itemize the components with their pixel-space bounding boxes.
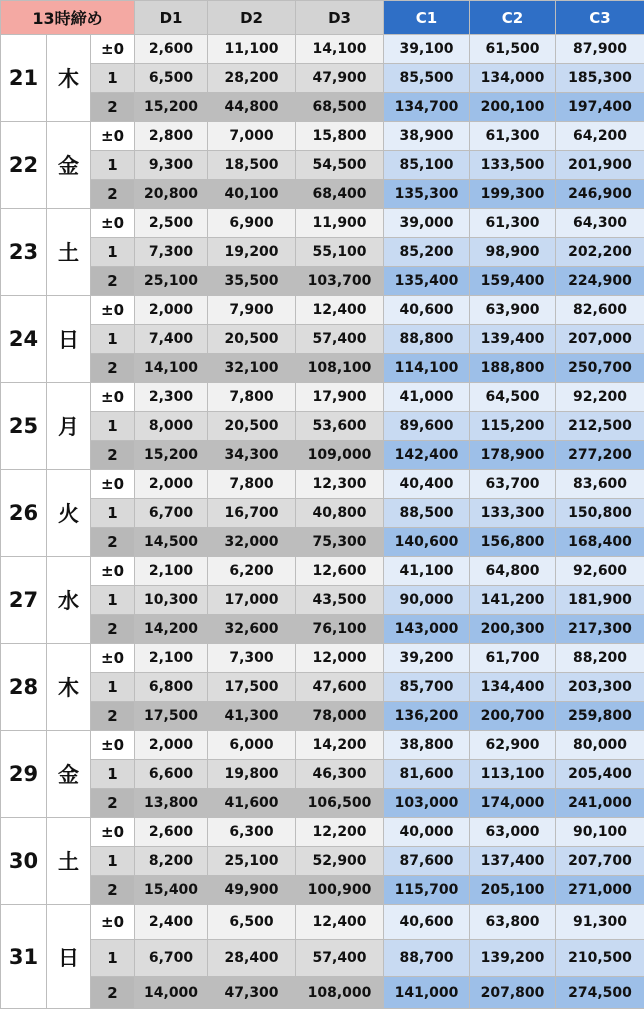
value-cell-d1: 2,300	[135, 383, 208, 412]
value-cell-c2: 156,800	[470, 528, 556, 557]
value-cell-c1: 38,900	[384, 122, 470, 151]
value-cell-c2: 207,800	[470, 977, 556, 1009]
offset-label: 1	[91, 847, 135, 876]
value-cell-c2: 61,500	[470, 35, 556, 64]
value-cell-d1: 7,300	[135, 238, 208, 267]
value-cell-c3: 271,000	[556, 876, 644, 905]
value-cell-d2: 17,000	[208, 586, 296, 615]
day-number: 29	[1, 731, 47, 818]
value-cell-c1: 41,100	[384, 557, 470, 586]
value-cell-d3: 52,900	[296, 847, 384, 876]
value-cell-c2: 63,800	[470, 905, 556, 940]
value-cell-c1: 85,200	[384, 238, 470, 267]
value-cell-c3: 92,600	[556, 557, 644, 586]
value-cell-c3: 202,200	[556, 238, 644, 267]
offset-label: 1	[91, 760, 135, 789]
value-cell-d2: 32,000	[208, 528, 296, 557]
value-cell-d2: 34,300	[208, 441, 296, 470]
value-cell-d1: 6,700	[135, 940, 208, 977]
value-cell-c2: 62,900	[470, 731, 556, 760]
value-cell-c2: 141,200	[470, 586, 556, 615]
value-cell-c2: 64,800	[470, 557, 556, 586]
value-cell-c3: 181,900	[556, 586, 644, 615]
value-cell-c3: 246,900	[556, 180, 644, 209]
day-number: 27	[1, 557, 47, 644]
value-cell-d2: 6,300	[208, 818, 296, 847]
value-cell-c2: 200,100	[470, 93, 556, 122]
table-row	[1, 93, 644, 122]
value-cell-d3: 43,500	[296, 586, 384, 615]
value-cell-d3: 78,000	[296, 702, 384, 731]
offset-label: ±0	[91, 731, 135, 760]
value-cell-c1: 85,100	[384, 151, 470, 180]
offset-label: 2	[91, 93, 135, 122]
value-cell-c3: 92,200	[556, 383, 644, 412]
value-cell-c2: 139,400	[470, 325, 556, 354]
value-cell-c3: 210,500	[556, 940, 644, 977]
value-cell-c3: 207,000	[556, 325, 644, 354]
value-cell-d2: 32,600	[208, 615, 296, 644]
offset-label: 2	[91, 789, 135, 818]
value-cell-c1: 40,000	[384, 818, 470, 847]
value-cell-c1: 90,000	[384, 586, 470, 615]
value-cell-d1: 2,100	[135, 557, 208, 586]
offset-label: 1	[91, 64, 135, 93]
value-cell-c2: 188,800	[470, 354, 556, 383]
value-cell-d3: 11,900	[296, 209, 384, 238]
value-cell-d2: 40,100	[208, 180, 296, 209]
value-cell-c1: 88,500	[384, 499, 470, 528]
table-row	[1, 644, 644, 673]
value-cell-d1: 2,500	[135, 209, 208, 238]
value-cell-c2: 159,400	[470, 267, 556, 296]
value-cell-c1: 142,400	[384, 441, 470, 470]
value-cell-c3: 205,400	[556, 760, 644, 789]
value-cell-c2: 113,100	[470, 760, 556, 789]
value-cell-c3: 212,500	[556, 412, 644, 441]
value-cell-d2: 6,500	[208, 905, 296, 940]
value-cell-d1: 13,800	[135, 789, 208, 818]
value-cell-c2: 174,000	[470, 789, 556, 818]
value-cell-c2: 137,400	[470, 847, 556, 876]
value-cell-c3: 87,900	[556, 35, 644, 64]
value-cell-d3: 12,200	[296, 818, 384, 847]
value-cell-d1: 2,800	[135, 122, 208, 151]
value-cell-c1: 39,100	[384, 35, 470, 64]
value-cell-c3: 259,800	[556, 702, 644, 731]
offset-label: 1	[91, 673, 135, 702]
value-cell-c3: 207,700	[556, 847, 644, 876]
value-cell-d2: 41,300	[208, 702, 296, 731]
value-cell-c2: 61,300	[470, 122, 556, 151]
value-cell-d1: 2,000	[135, 470, 208, 499]
value-cell-c3: 185,300	[556, 64, 644, 93]
value-cell-d1: 14,500	[135, 528, 208, 557]
value-cell-c2: 199,300	[470, 180, 556, 209]
value-cell-d2: 44,800	[208, 93, 296, 122]
offset-label: 1	[91, 586, 135, 615]
value-cell-c3: 203,300	[556, 673, 644, 702]
value-cell-c2: 178,900	[470, 441, 556, 470]
day-number: 31	[1, 905, 47, 1009]
value-cell-d3: 100,900	[296, 876, 384, 905]
table-row	[1, 122, 644, 151]
offset-label: ±0	[91, 383, 135, 412]
value-cell-d2: 18,500	[208, 151, 296, 180]
weekday: 月	[47, 383, 91, 470]
value-cell-c1: 39,000	[384, 209, 470, 238]
value-cell-c3: 224,900	[556, 267, 644, 296]
value-cell-c1: 135,400	[384, 267, 470, 296]
table-row	[1, 499, 644, 528]
value-cell-d1: 7,400	[135, 325, 208, 354]
value-cell-c3: 168,400	[556, 528, 644, 557]
offset-label: 2	[91, 876, 135, 905]
value-cell-c3: 82,600	[556, 296, 644, 325]
offset-label: ±0	[91, 35, 135, 64]
value-cell-d1: 2,400	[135, 905, 208, 940]
table-row	[1, 267, 644, 296]
value-cell-d3: 12,600	[296, 557, 384, 586]
value-cell-c1: 134,700	[384, 93, 470, 122]
table-row	[1, 528, 644, 557]
weekday: 火	[47, 470, 91, 557]
table-row	[1, 905, 644, 940]
value-cell-d3: 47,600	[296, 673, 384, 702]
value-cell-c3: 80,000	[556, 731, 644, 760]
value-cell-d2: 35,500	[208, 267, 296, 296]
value-cell-c1: 103,000	[384, 789, 470, 818]
table-row	[1, 876, 644, 905]
value-cell-d3: 40,800	[296, 499, 384, 528]
value-cell-c3: 88,200	[556, 644, 644, 673]
table-row	[1, 673, 644, 702]
value-cell-d2: 6,000	[208, 731, 296, 760]
value-cell-c1: 136,200	[384, 702, 470, 731]
value-cell-c3: 90,100	[556, 818, 644, 847]
table-row	[1, 731, 644, 760]
offset-label: ±0	[91, 644, 135, 673]
value-cell-d2: 41,600	[208, 789, 296, 818]
cutoff-label: 13時締め	[1, 1, 135, 35]
value-cell-d3: 75,300	[296, 528, 384, 557]
value-cell-d1: 6,600	[135, 760, 208, 789]
weekday: 木	[47, 35, 91, 122]
value-cell-d1: 2,600	[135, 35, 208, 64]
table-row	[1, 383, 644, 412]
offset-label: 2	[91, 528, 135, 557]
value-cell-c2: 205,100	[470, 876, 556, 905]
table-row	[1, 789, 644, 818]
value-cell-c2: 134,400	[470, 673, 556, 702]
value-cell-c3: 201,900	[556, 151, 644, 180]
value-cell-d3: 14,100	[296, 35, 384, 64]
value-cell-d2: 28,200	[208, 64, 296, 93]
offset-label: ±0	[91, 209, 135, 238]
value-cell-d3: 54,500	[296, 151, 384, 180]
value-cell-c2: 139,200	[470, 940, 556, 977]
offset-label: 2	[91, 180, 135, 209]
value-cell-c1: 39,200	[384, 644, 470, 673]
value-cell-d1: 9,300	[135, 151, 208, 180]
day-number: 23	[1, 209, 47, 296]
value-cell-c3: 250,700	[556, 354, 644, 383]
column-header-d1: D1	[135, 1, 208, 35]
offset-label: 2	[91, 977, 135, 1009]
value-cell-d1: 6,500	[135, 64, 208, 93]
value-cell-d2: 7,000	[208, 122, 296, 151]
offset-label: 2	[91, 441, 135, 470]
value-cell-d1: 8,200	[135, 847, 208, 876]
table-row	[1, 441, 644, 470]
value-cell-d3: 55,100	[296, 238, 384, 267]
value-cell-d1: 14,000	[135, 977, 208, 1009]
offset-label: ±0	[91, 818, 135, 847]
value-cell-d3: 12,000	[296, 644, 384, 673]
value-cell-d3: 15,800	[296, 122, 384, 151]
value-cell-d3: 17,900	[296, 383, 384, 412]
table-row	[1, 412, 644, 441]
value-cell-d3: 106,500	[296, 789, 384, 818]
value-cell-d1: 2,000	[135, 731, 208, 760]
day-number: 22	[1, 122, 47, 209]
value-cell-d2: 7,900	[208, 296, 296, 325]
value-cell-d1: 25,100	[135, 267, 208, 296]
value-cell-d3: 47,900	[296, 64, 384, 93]
offset-label: ±0	[91, 905, 135, 940]
value-cell-d1: 8,000	[135, 412, 208, 441]
column-header-c3: C3	[556, 1, 644, 35]
column-header-c1: C1	[384, 1, 470, 35]
day-number: 21	[1, 35, 47, 122]
value-cell-d2: 6,200	[208, 557, 296, 586]
value-cell-c3: 150,800	[556, 499, 644, 528]
value-cell-d3: 57,400	[296, 940, 384, 977]
value-cell-d3: 14,200	[296, 731, 384, 760]
value-cell-c2: 63,900	[470, 296, 556, 325]
table-row	[1, 296, 644, 325]
table-row	[1, 180, 644, 209]
value-cell-c2: 200,300	[470, 615, 556, 644]
value-cell-d2: 6,900	[208, 209, 296, 238]
value-cell-c1: 115,700	[384, 876, 470, 905]
weekday: 日	[47, 905, 91, 1009]
value-cell-d1: 2,600	[135, 818, 208, 847]
value-cell-d1: 6,700	[135, 499, 208, 528]
value-cell-c3: 277,200	[556, 441, 644, 470]
value-cell-d2: 20,500	[208, 412, 296, 441]
table-body	[1, 35, 644, 1009]
value-cell-d1: 20,800	[135, 180, 208, 209]
value-cell-d3: 12,400	[296, 905, 384, 940]
value-cell-d3: 57,400	[296, 325, 384, 354]
day-number: 24	[1, 296, 47, 383]
table-row	[1, 151, 644, 180]
offset-label: ±0	[91, 296, 135, 325]
value-cell-d1: 14,200	[135, 615, 208, 644]
value-cell-c2: 115,200	[470, 412, 556, 441]
weekday: 水	[47, 557, 91, 644]
value-cell-c1: 143,000	[384, 615, 470, 644]
value-cell-d1: 15,200	[135, 93, 208, 122]
value-cell-c3: 274,500	[556, 977, 644, 1009]
value-cell-c3: 83,600	[556, 470, 644, 499]
value-cell-c1: 38,800	[384, 731, 470, 760]
value-cell-d1: 15,400	[135, 876, 208, 905]
table-row	[1, 940, 644, 977]
value-cell-c1: 40,600	[384, 296, 470, 325]
day-number: 25	[1, 383, 47, 470]
value-cell-d2: 17,500	[208, 673, 296, 702]
day-number: 28	[1, 644, 47, 731]
table-row	[1, 470, 644, 499]
offset-label: 2	[91, 354, 135, 383]
value-cell-c3: 197,400	[556, 93, 644, 122]
weekday: 土	[47, 209, 91, 296]
value-cell-d2: 7,800	[208, 383, 296, 412]
table-row	[1, 64, 644, 93]
value-cell-c3: 217,300	[556, 615, 644, 644]
value-cell-d2: 11,100	[208, 35, 296, 64]
weekday: 木	[47, 644, 91, 731]
value-cell-d1: 2,100	[135, 644, 208, 673]
value-cell-c2: 63,000	[470, 818, 556, 847]
table-row	[1, 586, 644, 615]
offset-label: 1	[91, 412, 135, 441]
value-cell-c3: 241,000	[556, 789, 644, 818]
day-number: 26	[1, 470, 47, 557]
value-cell-c1: 40,600	[384, 905, 470, 940]
value-cell-d3: 46,300	[296, 760, 384, 789]
value-cell-d3: 12,400	[296, 296, 384, 325]
value-cell-d3: 68,500	[296, 93, 384, 122]
table-row	[1, 238, 644, 267]
value-cell-c1: 114,100	[384, 354, 470, 383]
value-cell-d2: 49,900	[208, 876, 296, 905]
value-cell-c2: 134,000	[470, 64, 556, 93]
value-cell-c2: 98,900	[470, 238, 556, 267]
value-cell-c2: 64,500	[470, 383, 556, 412]
value-cell-d2: 32,100	[208, 354, 296, 383]
value-cell-c2: 61,300	[470, 209, 556, 238]
value-cell-d2: 20,500	[208, 325, 296, 354]
value-cell-d1: 14,100	[135, 354, 208, 383]
table-row	[1, 209, 644, 238]
table-row	[1, 557, 644, 586]
value-cell-c1: 89,600	[384, 412, 470, 441]
value-cell-d3: 53,600	[296, 412, 384, 441]
value-cell-d1: 10,300	[135, 586, 208, 615]
header-row	[1, 1, 644, 35]
value-cell-c1: 141,000	[384, 977, 470, 1009]
table-row	[1, 818, 644, 847]
value-cell-d2: 7,300	[208, 644, 296, 673]
value-cell-c1: 88,800	[384, 325, 470, 354]
table-row	[1, 977, 644, 1009]
value-cell-c2: 133,500	[470, 151, 556, 180]
offset-label: ±0	[91, 470, 135, 499]
value-cell-d2: 19,200	[208, 238, 296, 267]
value-cell-d1: 17,500	[135, 702, 208, 731]
value-cell-c1: 41,000	[384, 383, 470, 412]
value-cell-d2: 7,800	[208, 470, 296, 499]
value-cell-d3: 108,100	[296, 354, 384, 383]
weekday: 日	[47, 296, 91, 383]
value-cell-d3: 76,100	[296, 615, 384, 644]
value-cell-d2: 16,700	[208, 499, 296, 528]
value-cell-d3: 108,000	[296, 977, 384, 1009]
value-cell-d3: 103,700	[296, 267, 384, 296]
value-cell-c3: 64,200	[556, 122, 644, 151]
value-cell-c1: 85,700	[384, 673, 470, 702]
table-row	[1, 325, 644, 354]
value-cell-c3: 64,300	[556, 209, 644, 238]
weekday: 金	[47, 731, 91, 818]
value-cell-c1: 85,500	[384, 64, 470, 93]
offset-label: ±0	[91, 557, 135, 586]
value-cell-c1: 88,700	[384, 940, 470, 977]
table-row	[1, 702, 644, 731]
offset-label: 1	[91, 151, 135, 180]
value-cell-d3: 12,300	[296, 470, 384, 499]
offset-label: 2	[91, 267, 135, 296]
value-cell-c2: 63,700	[470, 470, 556, 499]
offset-label: 2	[91, 615, 135, 644]
table-row	[1, 615, 644, 644]
value-cell-c1: 81,600	[384, 760, 470, 789]
value-cell-d1: 15,200	[135, 441, 208, 470]
value-cell-c2: 200,700	[470, 702, 556, 731]
offset-label: 2	[91, 702, 135, 731]
value-cell-d2: 25,100	[208, 847, 296, 876]
value-cell-c3: 91,300	[556, 905, 644, 940]
day-number: 30	[1, 818, 47, 905]
column-header-c2: C2	[470, 1, 556, 35]
weekday: 金	[47, 122, 91, 209]
value-cell-d3: 109,000	[296, 441, 384, 470]
table-row	[1, 35, 644, 64]
offset-label: 1	[91, 238, 135, 267]
value-cell-d1: 2,000	[135, 296, 208, 325]
value-cell-d1: 6,800	[135, 673, 208, 702]
value-cell-d2: 47,300	[208, 977, 296, 1009]
value-cell-c2: 133,300	[470, 499, 556, 528]
value-cell-d2: 19,800	[208, 760, 296, 789]
offset-label: 1	[91, 325, 135, 354]
value-cell-c1: 135,300	[384, 180, 470, 209]
value-cell-c2: 61,700	[470, 644, 556, 673]
value-cell-d2: 28,400	[208, 940, 296, 977]
value-cell-d3: 68,400	[296, 180, 384, 209]
offset-label: 1	[91, 940, 135, 977]
column-header-d3: D3	[296, 1, 384, 35]
table-row	[1, 760, 644, 789]
table-row	[1, 847, 644, 876]
value-cell-c1: 40,400	[384, 470, 470, 499]
offset-label: 1	[91, 499, 135, 528]
weekday: 土	[47, 818, 91, 905]
value-cell-c1: 140,600	[384, 528, 470, 557]
table-row	[1, 354, 644, 383]
value-cell-c1: 87,600	[384, 847, 470, 876]
offset-label: ±0	[91, 122, 135, 151]
column-header-d2: D2	[208, 1, 296, 35]
